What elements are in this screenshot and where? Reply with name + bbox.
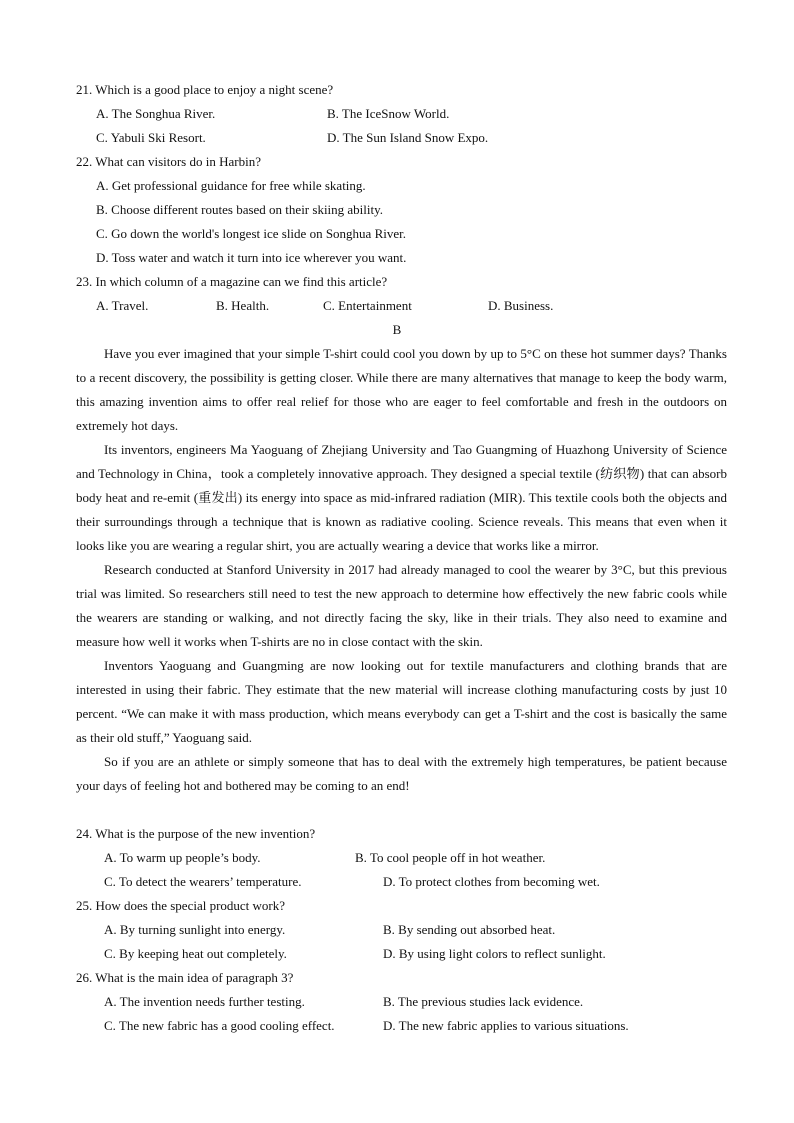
question-26-options-row-2 [104,1014,754,1038]
option-24-d[interactable]: D. To protect clothes from becoming wet. [383,874,600,889]
passage-paragraph-5: So if you are an athlete or simply someone that has to deal with the extremely high temperatures, be patient because your days of feeling hot and bothered may be coming to an end! [76,754,727,793]
question-26-options-row-1 [104,990,754,1014]
option-21-d[interactable]: D. The Sun Island Snow Expo. [327,130,489,145]
option-24-b[interactable]: B. To cool people off in hot weather. [355,850,546,865]
option-22-a[interactable]: A. Get professional guidance for free while skating. [96,178,366,193]
option-26-d[interactable]: D. The new fabric applies to various situations. [383,1018,629,1033]
passage [76,342,727,798]
question-22-stem: 22. What can visitors do in Harbin? [76,154,261,169]
option-24-c[interactable]: C. To detect the wearers’ temperature. [104,874,302,889]
question-25-stem: 25. How does the special product work? [76,898,286,913]
passage-paragraph-1: Have you ever imagined that your simple T-shirt could cool you down by up to 5°C on these hot summer days? Thanks to a recent discovery, the possibility is getting closer. While there are many alternatives that manage to keep the body warm, this amazing invention aims to offer real relief for those who are eager to feel comfortable and fresh in the outdoors on extremely hot days. [76,346,727,433]
question-23-options-row [96,294,746,318]
option-23-d[interactable]: D. Business. [488,298,554,313]
question-21-options-row-2 [96,126,746,150]
option-24-a[interactable]: A. To warm up people’s body. [104,850,261,865]
option-23-c[interactable]: C. Entertainment [323,298,412,313]
option-26-a[interactable]: A. The invention needs further testing. [104,994,305,1009]
question-24-options-row-1 [104,846,754,870]
question-21-stem: 21. Which is a good place to enjoy a night scene? [76,82,334,97]
option-21-a[interactable]: A. The Songhua River. [96,106,216,121]
option-26-c[interactable]: C. The new fabric has a good cooling effect. [104,1018,335,1033]
passage-paragraph-4: Inventors Yaoguang and Guangming are now looking out for textile manufacturers and clothing brands that are interested in using their fabric. They estimate that the new material will increase clothing manufacturing costs by just 10 percent. “We can make it with mass production, which means everybody can get a T-shirt and the cost is basically the same as their old stuff,” Yaoguang said. [76,658,727,745]
option-21-c[interactable]: C. Yabuli Ski Resort. [96,130,206,145]
question-25-options-row-1 [104,918,754,942]
option-23-b[interactable]: B. Health. [216,298,270,313]
option-23-a[interactable]: A. Travel. [96,298,149,313]
question-24-stem: 24. What is the purpose of the new invention? [76,826,316,841]
option-26-b[interactable]: B. The previous studies lack evidence. [383,994,584,1009]
option-25-c[interactable]: C. By keeping heat out completely. [104,946,287,961]
passage-paragraph-2: Its inventors, engineers Ma Yaoguang of Zhejiang University and Tao Guangming of Huazhong University of Science and Technology in China，took a completely innovative approach. They designed a special textile (纺织物) that can absorb body heat and re-emit (重发出) its energy into space as mid-infrared radiation (MIR). This textile cools both the objects and their surroundings through a technique that is known as radiative cooling. Science reveals. This means that even when it looks like you are wearing a regular shirt, you are actually wearing a device that works like a mirror. [76,442,727,553]
section-b-heading: B [392,322,402,337]
question-24-options-row-2 [104,870,754,894]
option-22-b[interactable]: B. Choose different routes based on their skiing ability. [96,202,384,217]
option-25-a[interactable]: A. By turning sunlight into energy. [104,922,286,937]
passage-paragraph-3: Research conducted at Stanford University in 2017 had already managed to cool the wearer by 3°C, but this previous trial was limited. So researchers still need to test the new approach to determine how effectively the new fabric cools while the wearers are standing or walking, and not directly facing the sky, like in their trials. They also need to examine and measure how well it works when T-shirts are no in close contact with the skin. [76,562,727,649]
option-21-b[interactable]: B. The IceSnow World. [327,106,450,121]
option-22-c[interactable]: C. Go down the world's longest ice slide on Songhua River. [96,226,406,241]
option-25-b[interactable]: B. By sending out absorbed heat. [383,922,556,937]
question-26-stem: 26. What is the main idea of paragraph 3? [76,970,294,985]
question-21-options-row-1 [96,102,746,126]
question-25-options-row-2 [104,942,754,966]
option-25-d[interactable]: D. By using light colors to reflect sunlight. [383,946,606,961]
option-22-d[interactable]: D. Toss water and watch it turn into ice wherever you want. [96,250,407,265]
question-23-stem: 23. In which column of a magazine can we find this article? [76,274,388,289]
